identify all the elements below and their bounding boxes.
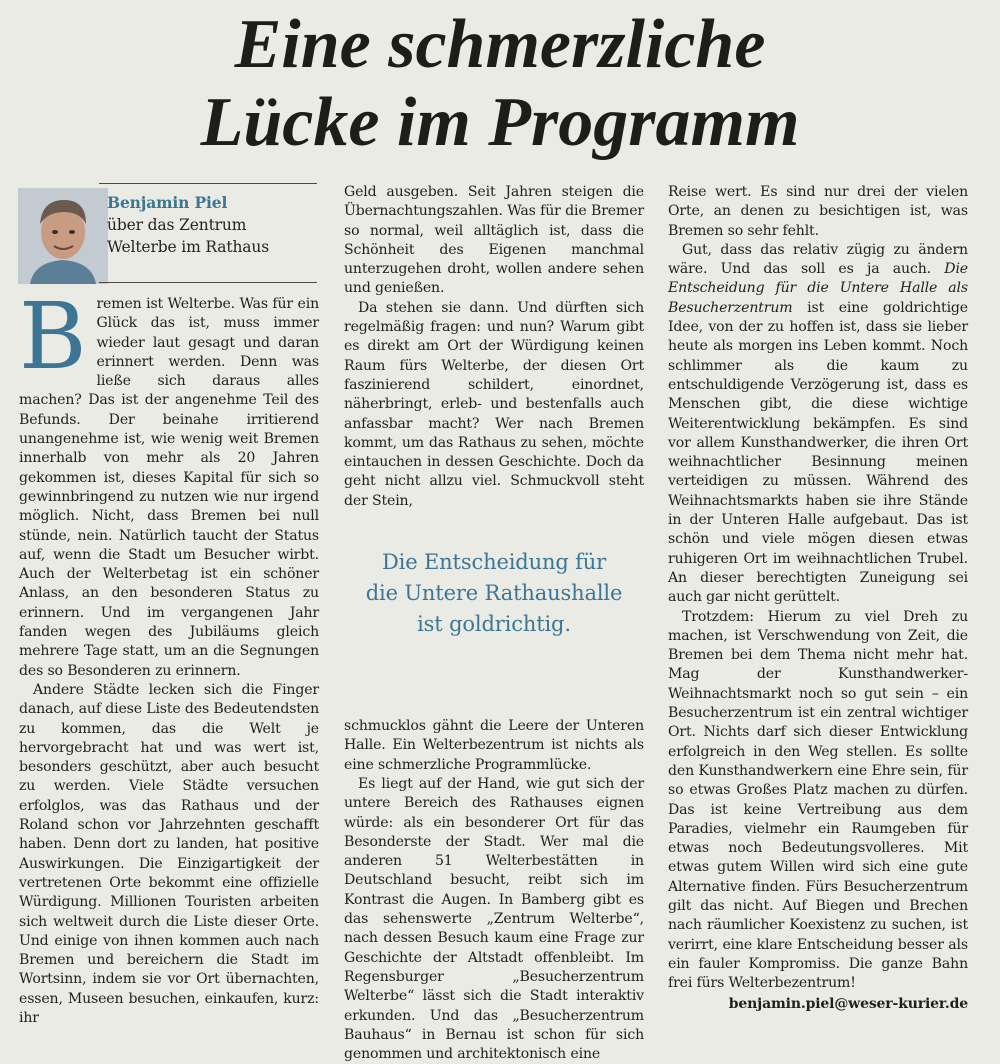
paragraph [668, 241, 968, 608]
paragraph: Es liegt auf der Hand, wie gut sich der untere Bereich des Rathauses eignen würde: als ein besonderer Ort für das Besonderste der Stadt. Wer mal die anderen 51 Welterbestätten in Deutschland besucht, reibt sich im Kontrast die Augen. In Bamberg gibt es das sehenswerte „Zentrum Welterbe“, nach dessen Besuch kaum eine Frage zur Geschichte der Altstadt offenbleibt. Im Regensburger „Besucherzentrum Welterbe“ lässt sich die Stadt interaktiv erkunden. Und das „Besucherzentrum Bauhaus“ in Bernau ist schon für sich genommen und architektonisch eine [344, 775, 644, 1063]
pull-quote-line: ist goldrichtig. [417, 612, 571, 637]
column-2 [344, 183, 644, 1064]
paragraph-part: ist eine goldrichtige Idee, von der zu hoffen ist, dass sie lieber heute als morgen ins Leben kommt. Noch schlimmer als die kaum zu entschuldigende Verzögerung ist, dass es Menschen gibt, die diese wichtige Weiterentwicklung bekämpfen. Es sind vor allem Kunsthandwerker, die ihren Ort weihnachtlicher Besinnung meinen verteidigen zu müssen. Während des Weihnachtsmarkts haben sie ihre Stände in der Unteren Halle aufgebaut. Das ist schön und viele mögen diesen etwas ruhigeren Ort im weihnachtlichen Trubel. An dieser berechtigten Zuneigung sei auch gar nicht gerüttelt. [668, 299, 968, 606]
paragraph: Reise wert. Es sind nur drei der vielen Orte, an denen zu besichtigen ist, was Bremen so sehr fehlt. [668, 184, 968, 239]
paragraph: Andere Städte lecken sich die Finger danach, auf diese Liste des Bedeutendsten zu kommen, das die Welt je hervorgebracht hat und was wert ist, besonders geschützt, aber auch besucht zu werden. Viele Städte versuchen erfolglos, was das Rathaus und der Roland schon vor Jahrzehnten geschafft haben. Denn dort zu landen, hat positive Auswirkungen. Die Einzigartigkeit der vertretenen Orte bekommt eine offizielle Würdigung. Millionen Touristen arbeiten sich weltweit durch die Liste dieser Orte. Und einige von ihnen kommen auch nach Bremen und bereichern die Stadt im Wortsinn, indem sie vor Ort übernachten, essen, Museen besuchen, einkaufen, kurz: ihr [19, 681, 319, 1026]
column-1 [19, 183, 319, 1028]
emphasis: Die Entscheidung für die Untere Halle als Besucherzentrum [668, 261, 968, 316]
paragraph: remen ist Welterbe. Was für ein Glück das ist, muss immer wieder laut gesagt und daran erinnert werden. Denn was ließe sich daraus alles machen? Das ist der angenehme Teil des Befunds. Der beinahe irritierend unangenehme ist, wie wenig weit Bremen innerhalb von mehr als 20 Jahren gekommen ist, dieses Kapital für sich so gewinnbringend zu nutzen wie nur irgend möglich. Nicht, dass Bremen bei null stünde, nein. Natürlich taucht der Status auf, wenn die Stadt um Besucher wirbt. Auch der Welterbetag ist ein schöner Anlass, an den besonderen Status zu erinnern. Und im vergangenen Jahr fanden wegen des Jubiläums gleich mehrere Tage statt, um an die Segnungen des so Besonderen zu erinnern. [19, 296, 319, 679]
pull-quote-line: Die Entscheidung für [381, 550, 607, 575]
column-3 [668, 183, 968, 1015]
headline-line-1: Eine schmerzliche [234, 6, 766, 83]
paragraph-part: Gut, dass das relativ zügig zu ändern wäre. Und das soll es ja auch. [668, 241, 968, 278]
paragraph: schmucklos gähnt die Leere der Unteren Halle. Ein Welterbezentrum ist nichts als eine schmerzliche Programmlücke. [344, 718, 644, 773]
author-email[interactable]: benjamin.piel@weser-kurier.de [728, 996, 968, 1013]
byline [99, 183, 317, 283]
pull-quote-line: die Untere Rathaushalle [365, 581, 623, 606]
pull-quote [344, 547, 644, 655]
drop-cap: B [19, 283, 87, 390]
byline-topic-1: über das Zentrum [107, 216, 247, 234]
paragraph: Trotzdem: Hierum zu viel Dreh zu machen, ist Verschwendung von Zeit, die Bremen bei dem Thema nicht mehr hat. Mag der Kunsthandwerker-Weihnachtsmarkt noch so gut sein – ein Besucherzentrum ist ein zentral wichtiger Ort. Nichts darf sich dieser Entwicklung erfolgreich in den Weg stellen. Es sollte den Kunsthandwerkern eine Ehre sein, für so etwas Großes Platz machen zu dürfen. Das ist keine Vertreibung aus dem Paradies, vielmehr ein Raumgeben für etwas noch Bedeutungsvolleres. Mit etwas gutem Willen wird sich eine gute Alternative finden. Fürs Besucherzentrum gilt das nicht. Auf Biegen und Brechen nach räumlicher Koexistenz zu suchen, ist verirrt, eine klare Entscheidung besser als ein fauler Kompromiss. Die ganze Bahn frei fürs Welterbezentrum! [668, 608, 968, 992]
byline-topic-2: Welterbe im Rathaus [107, 238, 270, 256]
author-name: Benjamin Piel [107, 193, 228, 212]
paragraph: Da stehen sie dann. Und dürften sich regelmäßig fragen: und nun? Warum gibt es direkt am Ort der Würdigung keinen Raum fürs Welterbe, der diesen Ort faszinierend schildert, einordnet, näherbringt, erleb- und bestenfalls auch anfassbar macht? Wer nach Bremen kommt, um das Rathaus zu sehen, möchte eintauchen in dessen Geschichte. Doch da geht nicht allzu viel. Schmuckvoll steht der Stein, [344, 299, 644, 509]
paragraph: Geld ausgeben. Seit Jahren steigen die Übernachtungszahlen. Was für die Bremer so normal, weil alltäglich ist, dass die Schönheit des Eigenen manchmal unterzugehen droht, wollen andere sehen und genießen. [344, 184, 644, 297]
headline-line-2: Lücke im Programm [200, 84, 800, 161]
